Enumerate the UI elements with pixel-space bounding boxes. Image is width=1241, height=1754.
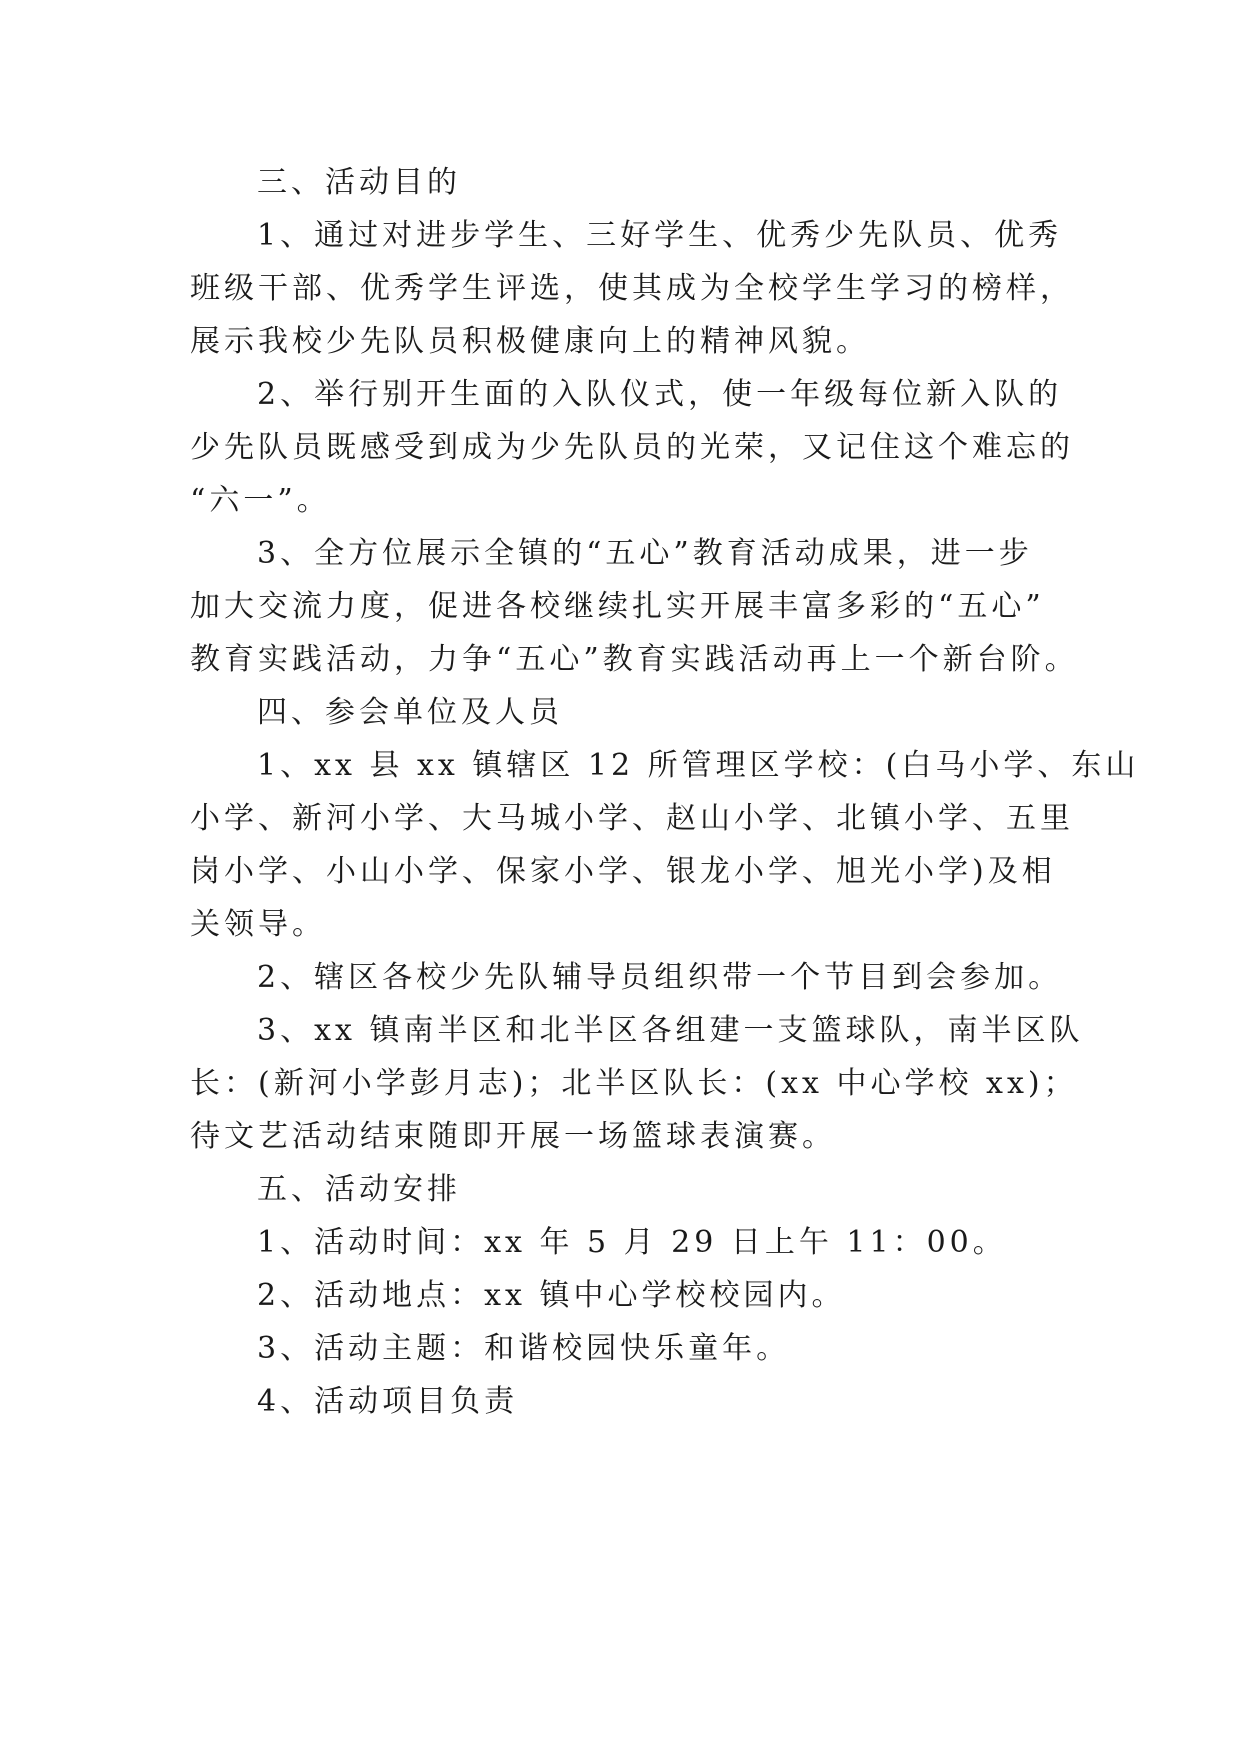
paragraph-line: 待文艺活动结束随即开展一场篮球表演赛。	[190, 1119, 836, 1154]
paragraph-line: 少先队员既感受到成为少先队员的光荣，又记住这个难忘的	[190, 430, 1074, 465]
paragraph-line: 岗小学、小山小学、保家小学、银龙小学、旭光小学)及相	[190, 854, 1056, 889]
paragraph-line: 2、辖区各校少先队辅导员组织带一个节目到会参加。	[257, 960, 1063, 995]
paragraph-line: 加大交流力度，促进各校继续扎实开展丰富多彩的“五心”	[190, 589, 1045, 624]
paragraph-line: 2、举行别开生面的入队仪式，使一年级每位新入队的	[257, 377, 1063, 412]
paragraph-line: 小学、新河小学、大马城小学、赵山小学、北镇小学、五里	[190, 801, 1074, 836]
section-heading-3: 三、活动目的	[257, 165, 461, 200]
paragraph-line: “六一”。	[190, 483, 331, 518]
paragraph-line: 班级干部、优秀学生评选，使其成为全校学生学习的榜样，	[190, 271, 1074, 306]
paragraph-line: 展示我校少先队员积极健康向上的精神风貌。	[190, 324, 870, 359]
paragraph-line: 3、活动主题：和谐校园快乐童年。	[257, 1331, 791, 1366]
paragraph-line: 1、通过对进步学生、三好学生、优秀少先队员、优秀	[257, 218, 1063, 253]
paragraph-line: 1、活动时间：xx 年 5 月 29 日上午 11：00。	[257, 1225, 1007, 1260]
section-heading-4: 四、参会单位及人员	[257, 695, 563, 730]
paragraph-line: 关领导。	[190, 907, 326, 942]
paragraph-line: 4、活动项目负责	[257, 1384, 519, 1419]
paragraph-line: 1、xx 县 xx 镇辖区 12 所管理区学校：(白马小学、东山	[257, 748, 1140, 783]
paragraph-line: 3、xx 镇南半区和北半区各组建一支篮球队，南半区队	[257, 1013, 1084, 1048]
paragraph-line: 教育实践活动，力争“五心”教育实践活动再上一个新台阶。	[190, 642, 1079, 677]
section-heading-5: 五、活动安排	[257, 1172, 461, 1207]
paragraph-line: 2、活动地点：xx 镇中心学校校园内。	[257, 1278, 846, 1313]
paragraph-line: 3、全方位展示全镇的“五心”教育活动成果，进一步	[257, 536, 1033, 571]
paragraph-line: 长：(新河小学彭月志)；北半区队长：(xx 中心学校 xx)；	[190, 1066, 1078, 1101]
